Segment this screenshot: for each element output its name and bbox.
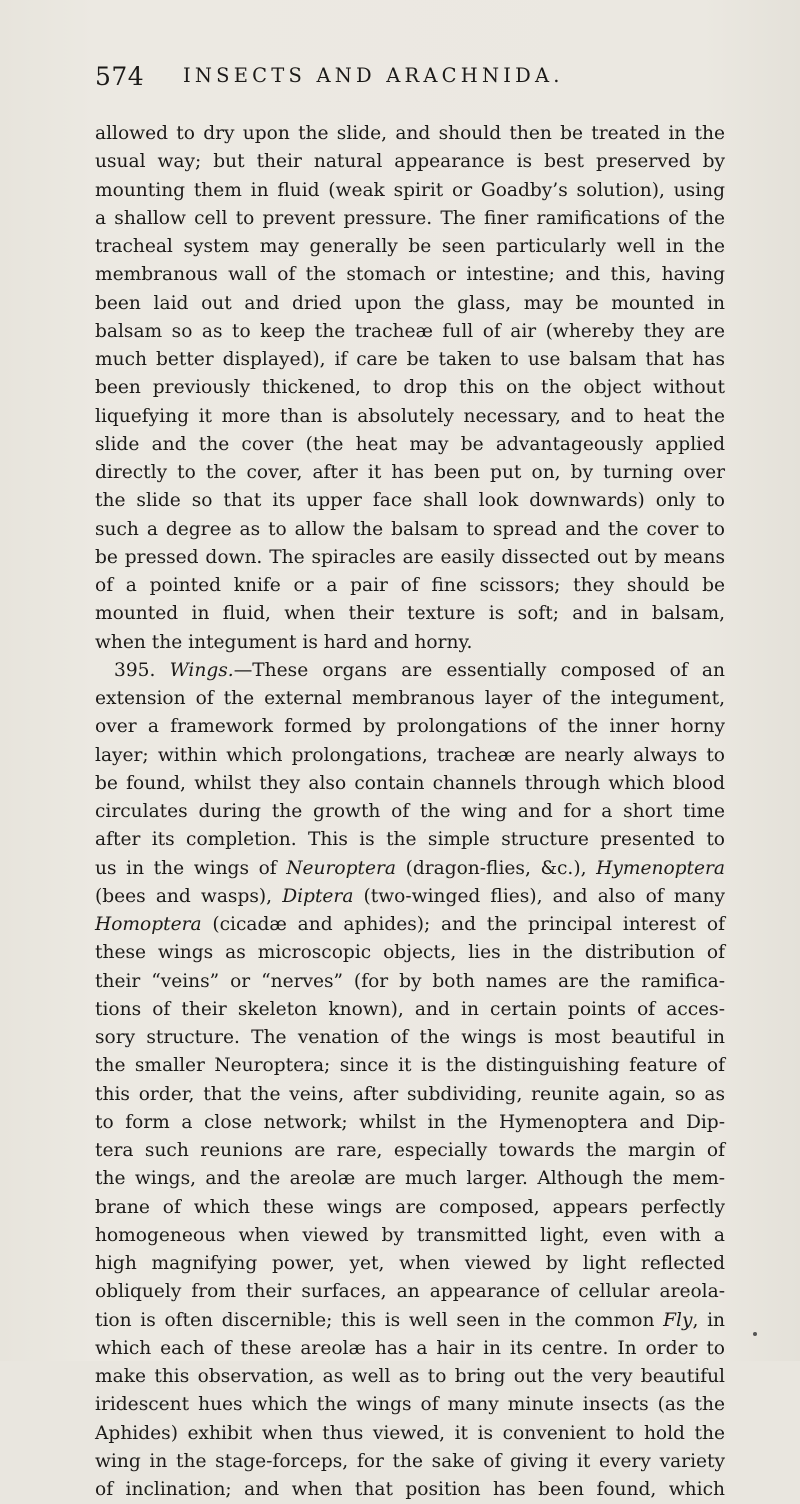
text-line: to form a close network; whilst in the Hymenoptera and Dip- — [95, 1111, 725, 1133]
body-text — [95, 120, 725, 1504]
text-line: allowed to dry upon the slide, and should then be treated in the — [95, 123, 725, 144]
text-line: mounted in fluid, when their texture is soft; and in balsam, — [95, 603, 725, 625]
page-number: 574 — [95, 62, 145, 91]
text-line: the slide so that its upper face shall look downwards) only to — [95, 490, 725, 512]
text-line: usual way; but their natural appearance is best preserved by — [95, 151, 725, 173]
text-line: layer; within which prolongations, tracheæ are nearly always to — [95, 744, 725, 766]
text-line: iridescent hues which the wings of many minute insects (as the — [95, 1394, 725, 1416]
text-line: circulates during the growth of the wing and for a short time — [95, 801, 725, 822]
text-line: the smaller Neuroptera; since it is the distinguishing feature of — [95, 1055, 725, 1077]
taxon-name: Homoptera — [95, 914, 202, 935]
text-line: these wings as microscopic objects, lies in the distribution of — [95, 942, 725, 964]
text-line: slide and the cover (the heat may be advantageously applied — [95, 433, 725, 455]
text-line: a shallow cell to prevent pressure. The finer ramifications of the — [95, 207, 725, 229]
taxon-name: Neuroptera — [286, 857, 396, 879]
text-line: make this observation, as well as to bring out the very beautiful — [95, 1366, 725, 1387]
text-line: this order, that the veins, after subdividing, reunite again, so as — [95, 1083, 725, 1105]
text-segment: (two-winged flies), and also of many — [353, 885, 725, 907]
taxon-name: Fly — [663, 1309, 693, 1331]
text-line: when the integument is hard and horny. — [95, 631, 473, 653]
text-line: tracheal system may generally be seen particularly well in the — [95, 236, 725, 257]
text-line: balsam so as to keep the tracheæ full of air (whereby they are — [95, 320, 725, 342]
text-line: homogeneous when viewed by transmitted light, even with a — [95, 1224, 725, 1246]
text-line: over a framework formed by prolongations of the inner horny — [95, 716, 725, 738]
text-line: extension of the external membranous layer of the integument, — [95, 688, 725, 709]
text-line: been laid out and dried upon the glass, may be mounted in — [95, 292, 725, 314]
taxon-name: Hymenoptera — [596, 857, 726, 879]
text-segment: tion is often discernible; this is well seen in the common — [95, 1309, 664, 1331]
ink-speck — [753, 1332, 757, 1336]
text-line: be pressed down. The spiracles are easily dissected out by means — [95, 546, 725, 568]
text-segment: —These organs are essentially composed of an — [233, 659, 725, 681]
text-line — [95, 911, 725, 939]
page-header — [95, 62, 715, 96]
text-line: Aphides) exhibit when thus viewed, it is convenient to hold the — [95, 1422, 725, 1444]
text-segment: (cicadæ and aphides); and the principal interest of — [201, 914, 725, 935]
text-line — [95, 883, 725, 911]
text-line: the wings, and the areolæ are much larger. Although the mem- — [95, 1168, 725, 1190]
text-line: of a pointed knife or a pair of fine scissors; they should be — [95, 575, 725, 596]
text-line: been previously thickened, to drop this on the object without — [95, 377, 725, 399]
text-line: which each of these areolæ has a hair in its centre. In order to — [95, 1337, 725, 1359]
paragraph-395-first-line — [95, 657, 725, 685]
taxon-name: Diptera — [282, 885, 354, 907]
paragraph-number: 395. — [114, 659, 156, 681]
text-segment: (bees and wasps), — [95, 885, 283, 907]
text-line: brane of which these wings are composed, appears perfectly — [95, 1196, 725, 1218]
text-line: such a degree as to allow the balsam to spread and the cover to — [95, 518, 725, 540]
text-line: high magnifying power, yet, when viewed by light reflected — [95, 1253, 725, 1274]
text-segment: (dragon-flies, &c.), — [395, 857, 597, 879]
text-line — [95, 855, 725, 883]
text-line: obliquely from their surfaces, an appearance of cellular areola- — [95, 1281, 725, 1303]
text-segment: us in the wings of — [95, 857, 287, 879]
text-line: of inclination; and when that position has been found, which — [95, 1479, 725, 1500]
section-heading: Wings. — [169, 659, 234, 681]
text-line: much better displayed), if care be taken to use balsam that has — [95, 349, 725, 370]
text-line: tions of their skeleton known), and in certain points of acces- — [95, 998, 725, 1020]
text-line: be found, whilst they also contain channels through which blood — [95, 772, 725, 794]
text-line: membranous wall of the stomach or intestine; and this, having — [95, 264, 725, 286]
text-line — [95, 1307, 725, 1335]
text-line: liquefying it more than is absolutely necessary, and to heat the — [95, 405, 725, 427]
text-line: directly to the cover, after it has been put on, by turning over — [95, 462, 725, 483]
text-line: wing in the stage-forceps, for the sake of giving it every variety — [95, 1450, 725, 1472]
running-head: INSECTS AND ARACHNIDA. — [183, 64, 564, 87]
text-line: sory structure. The venation of the wings is most beautiful in — [95, 1027, 725, 1048]
text-line: mounting them in fluid (weak spirit or Goadby’s solution), using — [95, 179, 725, 201]
text-line: their “veins” or “nerves” (for by both names are the ramifica- — [95, 970, 725, 992]
text-line: tera such reunions are rare, especially towards the margin of — [95, 1140, 725, 1161]
text-line: after its completion. This is the simple structure presented to — [95, 829, 725, 851]
text-segment: , in — [692, 1309, 725, 1331]
